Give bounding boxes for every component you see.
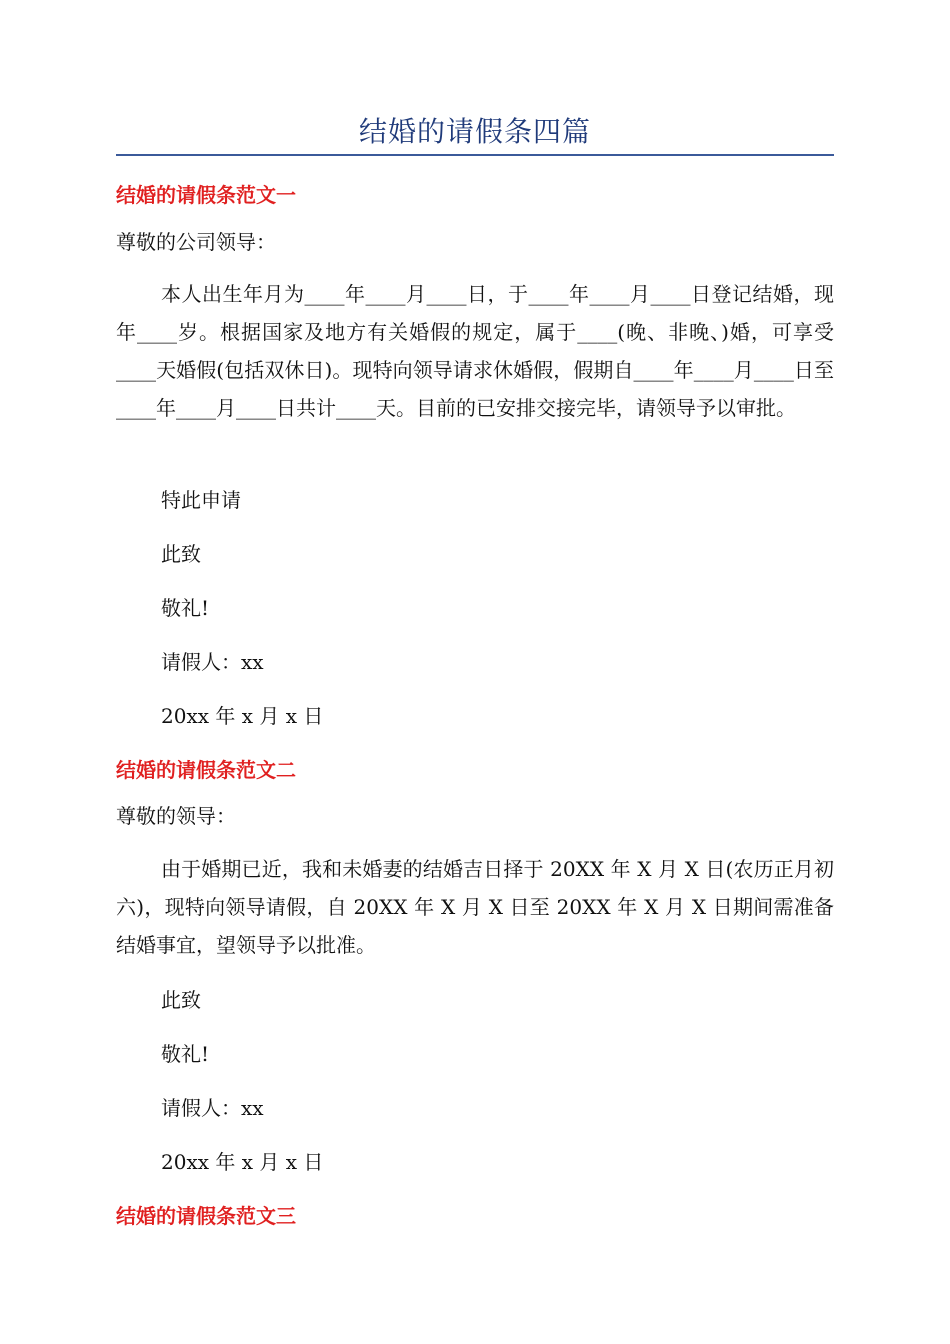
- closing-line: 此致: [161, 988, 201, 1012]
- section-heading-3: 结婚的请假条范文三: [116, 1204, 296, 1228]
- title-underline: [116, 154, 834, 156]
- closing-line: 敬礼!: [161, 1042, 210, 1066]
- date-line: 20xx 年 x 月 x 日: [161, 1150, 324, 1174]
- section-heading-2: 结婚的请假条范文二: [116, 758, 296, 782]
- signer-line: 请假人：xx: [161, 1096, 264, 1120]
- section-heading-1: 结婚的请假条范文一: [116, 183, 296, 207]
- closing-line: 此致: [161, 542, 201, 566]
- salutation-1: 尊敬的公司领导：: [116, 230, 276, 254]
- document-title: 结婚的请假条四篇: [358, 115, 591, 148]
- body-paragraph-1: 本人出生年月为____年____月____日，于____年____月____日登记结婚，现年____岁。根据国家及地方有关婚假的规定，属于____(晚、非晚、)婚，可享受____天婚假(包括双休日)。现特向领导请求休婚假，假期自____年____月____日至____年____月____日共计____天。目前的已安排交接完毕，请领导予以审批。: [116, 282, 834, 420]
- salutation-2: 尊敬的领导：: [116, 804, 236, 828]
- date-line: 20xx 年 x 月 x 日: [161, 704, 324, 728]
- signer-line: 请假人：xx: [161, 650, 264, 674]
- closing-line: 敬礼!: [161, 596, 210, 620]
- closing-line: 特此申请: [161, 488, 241, 512]
- body-paragraph-2: 由于婚期已近，我和未婚妻的结婚吉日择于 20XX 年 X 月 X 日(农历正月初六)，现特向领导请假，自 20XX 年 X 月 X 日至 20XX 年 X 月 X 日期间需准备结婚事宜，望领导予以批准。: [116, 857, 834, 957]
